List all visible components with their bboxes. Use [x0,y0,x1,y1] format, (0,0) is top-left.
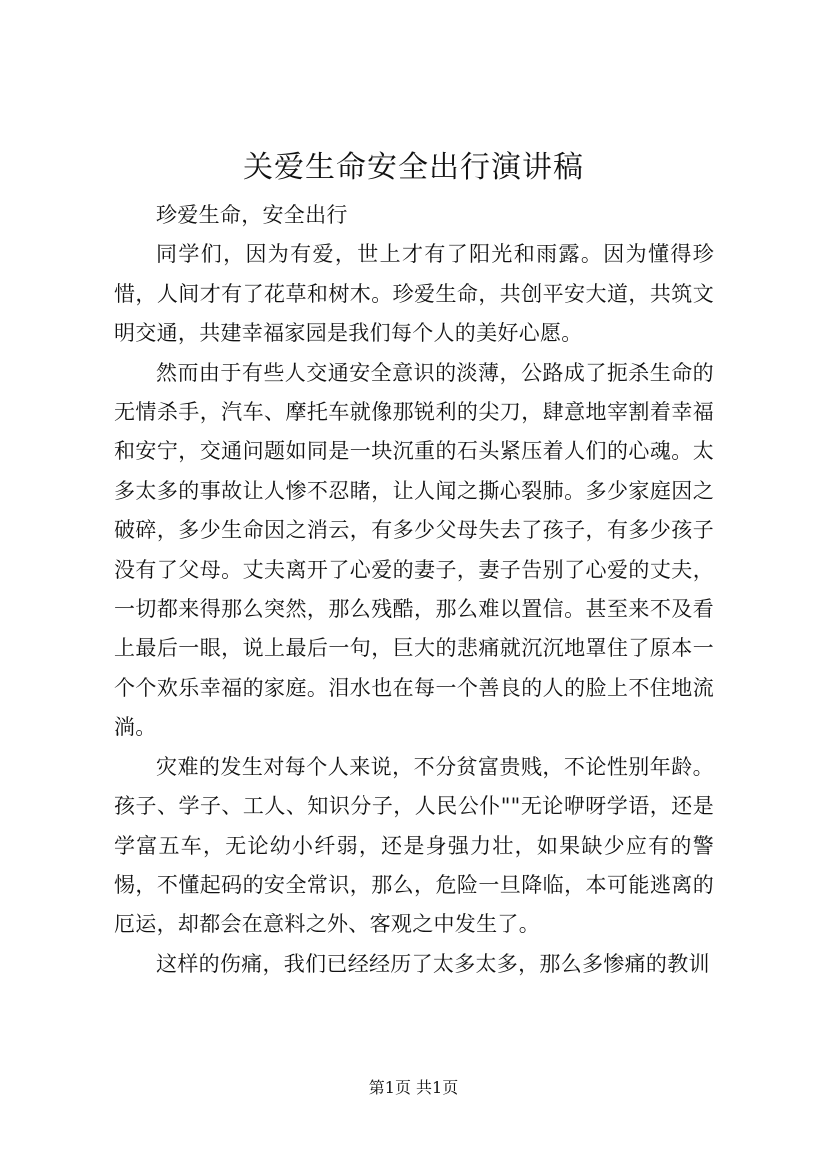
paragraph: 同学们，因为有爱，世上才有了阳光和雨露。因为懂得珍惜，人间才有了花草和树木。珍爱生命，共创平安大道，共筑文明交通，共建幸福家园是我们每个人的美好心愿。 [114,242,714,346]
document-body [114,196,714,984]
page-footer: 第1页 共1页 [368,1078,459,1097]
paragraph: 这样的伤痛，我们已经经历了太多太多，那么多惨痛的教训 [156,951,710,976]
paragraph: 灾难的发生对每个人来说，不分贫富贵贱，不论性别年龄。孩子、学子、工人、知识分子，人民公仆""无论咿呀学语，还是学富五车，无论幼小纤弱，还是身强力壮，如果缺少应有的警惕，不懂起码的安全常识，那么，危险一旦降临，本可能逃离的厄运，却都会在意料之外、客观之中发生了。 [114,754,714,937]
document-title: 关爱生命安全出行演讲稿 [243,150,584,185]
paragraph: 然而由于有些人交通安全意识的淡薄，公路成了扼杀生命的无情杀手，汽车、摩托车就像那锐利的尖刀，肆意地宰割着幸福和安宁，交通问题如同是一块沉重的石头紧压着人们的心魂。太多太多的事故让人惨不忍睹，让人闻之撕心裂肺。多少家庭因之破碎，多少生命因之消云，有多少父母失去了孩子，有多少孩子没有了父母。丈夫离开了心爱的妻子，妻子告别了心爱的丈夫，一切都来得那么突然，那么残酷，那么难以置信。甚至来不及看上最后一眼，说上最后一句，巨大的悲痛就沉沉地罩住了原本一个个欢乐幸福的家庭。泪水也在每一个善良的人的脸上不住地流淌。 [114,360,714,740]
paragraph-subtitle: 珍爱生命，安全出行 [156,203,348,227]
